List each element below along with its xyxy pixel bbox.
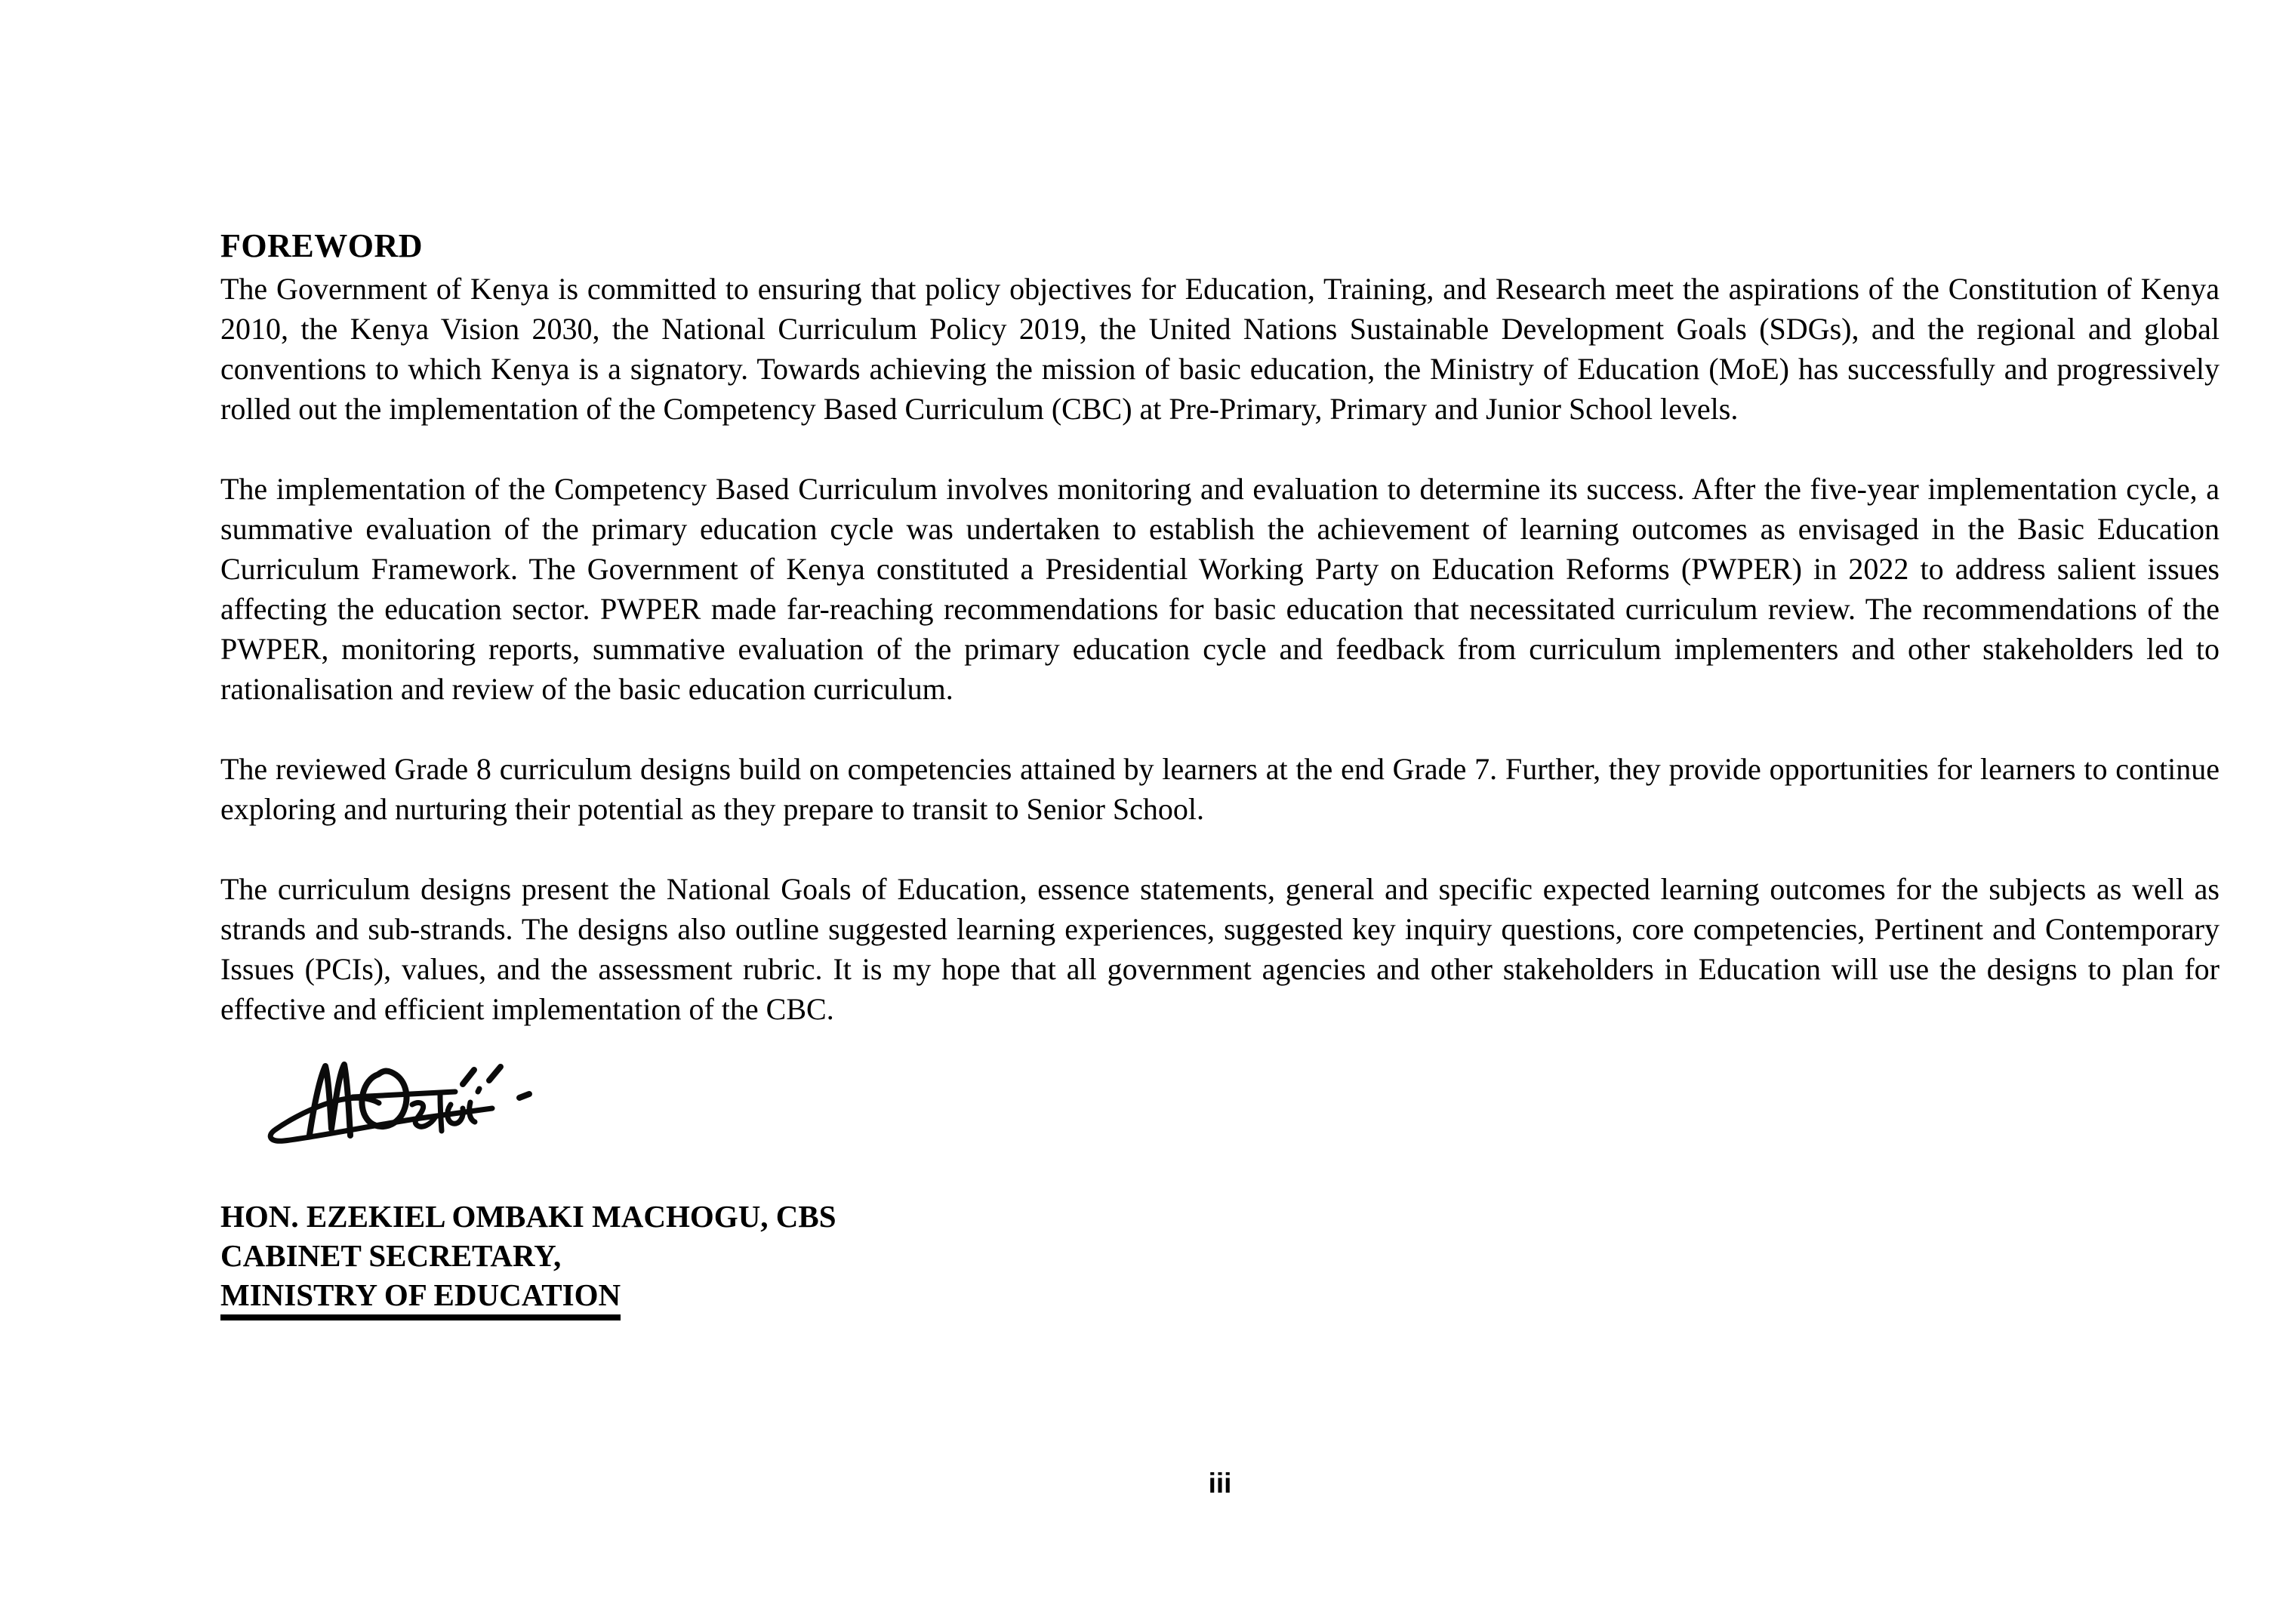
foreword-paragraph-2: The implementation of the Competency Based Curriculum involves monitoring and evaluation to determine its success. After the five-year implementation cycle, a summative evaluation of the primary education cycle was undertaken to establish the achievement of learning outcomes as envisaged in the Basic Education Curriculum Framework. The Government of Kenya constituted a Presidential Working Party on Education Reforms (PWPER) in 2022 to address salient issues affecting the education sector. PWPER made far-reaching recommendations for basic education that necessitated curriculum review. The recommendations of the PWPER, monitoring reports, summative evaluation of the primary education cycle and feedback from curriculum implementers and other stakeholders led to rationalisation and review of the basic education curriculum. bbox=[220, 472, 2220, 706]
foreword-paragraph-3: The reviewed Grade 8 curriculum designs build on competencies attained by learners at the end Grade 7. Further, they provide opportunities for learners to continue exploring and nurturing their potential as they prepare to transit to Senior School. bbox=[220, 752, 2220, 826]
foreword-paragraph-4: The curriculum designs present the National Goals of Education, essence statements, general and specific expected learning outcomes for the subjects as well as strands and sub-strands. The designs also outline suggested learning experiences, suggested key inquiry questions, core competencies, Pertinent and Contemporary Issues (PCIs), values, and the assessment rubric. It is my hope that all government agencies and other stakeholders in Education will use the designs to plan for effective and efficient implementation of the CBC. bbox=[220, 872, 2220, 1026]
foreword-heading: FOREWORD bbox=[220, 227, 423, 264]
signature-block bbox=[264, 1058, 2220, 1163]
foreword-section bbox=[220, 225, 2220, 1320]
signature-image bbox=[264, 1058, 539, 1160]
signatory-name: HON. EZEKIEL OMBAKI MACHOGU, CBS bbox=[220, 1199, 836, 1234]
signatory-block bbox=[220, 1197, 2220, 1320]
page-number: iii bbox=[1208, 1468, 1232, 1499]
foreword-paragraph-1: The Government of Kenya is committed to ensuring that policy objectives for Education, Training, and Research meet the aspirations of the Constitution of Kenya 2010, the Kenya Vision 2030, the National Curriculum Policy 2019, the United Nations Sustainable Development Goals (SDGs), and the regional and global conventions to which Kenya is a signatory. Towards achieving the mission of basic education, the Ministry of Education (MoE) has successfully and progressively rolled out the implementation of the Competency Based Curriculum (CBC) at Pre-Primary, Primary and Junior School levels. bbox=[220, 272, 2220, 426]
signatory-organization: MINISTRY OF EDUCATION bbox=[220, 1278, 621, 1320]
signatory-title: CABINET SECRETARY, bbox=[220, 1238, 562, 1273]
